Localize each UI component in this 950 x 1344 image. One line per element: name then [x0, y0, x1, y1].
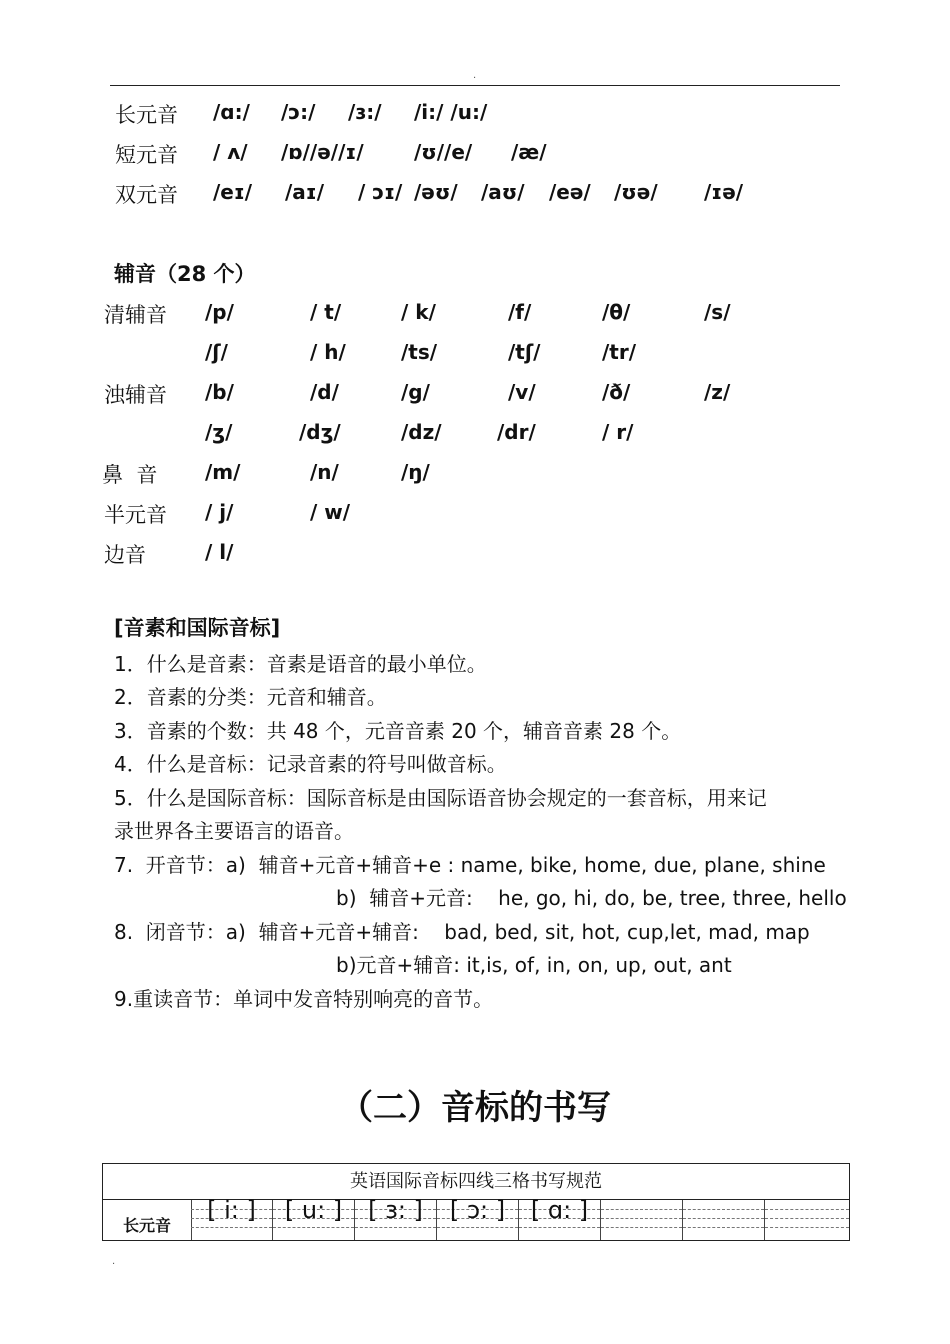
phonetic-symbol: / l/	[205, 540, 234, 564]
table-caption: 英语国际音标四线三格书写规范	[103, 1164, 849, 1200]
footer-dot: .	[112, 1256, 116, 1267]
phonetic-symbol: / t/	[310, 300, 342, 324]
phonetic-symbol: /tʃ/	[508, 340, 541, 364]
phonetic-symbol: /ð/	[602, 380, 631, 404]
paragraph-line: 8. 闭音节：a) 辅音+元音+辅音: bad, bed, sit, hot, cup,let, mad, map	[114, 920, 810, 944]
paragraph-line: 1．什么是音素：音素是语音的最小单位。	[114, 652, 487, 676]
paragraph-line: 4．什么是音标：记录音素的符号叫做音标。	[114, 752, 507, 776]
phonetic-symbol: /b/	[205, 380, 234, 404]
phonetic-symbol: /g/	[401, 380, 430, 404]
vowel-row-label: 长元音	[115, 103, 178, 127]
paragraph-line: b) 辅音+元音: he, go, hi, do, be, tree, three, hello	[336, 886, 847, 910]
vowel-row-label: 短元音	[115, 143, 178, 167]
writing-cell	[191, 1196, 273, 1240]
phonetic-symbol: /s/	[704, 300, 731, 324]
phonetic-symbol: /dʒ/	[299, 420, 341, 444]
phonetic-symbol: / k/	[401, 300, 436, 324]
vowel-row-label: 双元音	[115, 183, 178, 207]
phonetic-symbol: /ɔ:/	[281, 100, 316, 124]
phonetic-symbol: /ʊə/	[614, 180, 658, 204]
phonetic-symbol: /dr/	[497, 420, 536, 444]
phonetic-symbol: /n/	[310, 460, 339, 484]
phonetic-symbol: /əʊ/	[414, 180, 458, 204]
phonetic-symbol: / j/	[205, 500, 234, 524]
phonetic-symbol: /v/	[508, 380, 536, 404]
phonetic-symbol: /p/	[205, 300, 234, 324]
writing-cell	[683, 1200, 765, 1240]
consonant-row-label: 边音	[104, 543, 146, 567]
phonetic-symbol: / h/	[310, 340, 346, 364]
consonant-row-label: 鼻 音	[102, 463, 158, 487]
writing-table	[102, 1163, 850, 1241]
writing-cell	[437, 1196, 519, 1240]
phonetic-symbol: /aʊ/	[481, 180, 525, 204]
phonetic-symbol: /ɑ:/	[213, 100, 250, 124]
phonetic-symbol: /θ/	[602, 300, 631, 324]
paragraph-line: 录世界各主要语言的语音。	[114, 819, 354, 843]
phonetic-symbol: /ɒ//ə//ɪ/	[281, 140, 364, 164]
phonetic-symbol: / r/	[602, 420, 634, 444]
paragraph-line: 3．音素的个数：共 48 个，元音音素 20 个，辅音音素 28 个。	[114, 719, 682, 743]
paragraph-line: 5．什么是国际音标：国际音标是由国际语音协会规定的一套音标，用来记	[114, 786, 767, 810]
phonetic-symbol: /ts/	[401, 340, 438, 364]
phonetic-symbol: /dz/	[401, 420, 442, 444]
header-rule	[110, 85, 840, 86]
phonetic-symbol: /ʊ//e/	[414, 140, 473, 164]
row-label: 长元音	[103, 1200, 192, 1240]
phonetic-symbol: /ʃ/	[205, 340, 228, 364]
phonetic-symbol: /tr/	[602, 340, 637, 364]
phonetic-symbol: [ ɑ: ]	[530, 1196, 589, 1224]
phonetic-symbol: /d/	[310, 380, 339, 404]
phonetic-symbol: / ɔɪ/	[358, 180, 403, 204]
phonetic-symbol: /aɪ/	[285, 180, 325, 204]
phonetic-symbol: /ʒ/	[205, 420, 233, 444]
consonant-row-label: 半元音	[104, 503, 167, 527]
phonetic-symbol: /i:/ /u:/	[414, 100, 488, 124]
phonetic-symbol: [ ɜ: ]	[368, 1196, 423, 1224]
phonetic-symbol: /æ/	[511, 140, 547, 164]
writing-cell	[273, 1196, 355, 1240]
consonant-row-label: 浊辅音	[104, 383, 167, 407]
phonetic-symbol: /f/	[508, 300, 532, 324]
phonetic-symbol: /eə/	[549, 180, 591, 204]
phonetic-symbol: / ʌ/	[213, 140, 248, 164]
phonetic-symbol: [ i: ]	[207, 1196, 256, 1224]
phonetic-symbol: / w/	[310, 500, 351, 524]
paragraph-line: 2．音素的分类：元音和辅音。	[114, 685, 387, 709]
section-heading: [音素和国际音标]	[114, 616, 281, 640]
writing-cell	[601, 1200, 683, 1240]
header-dot: .	[473, 70, 477, 81]
phonetic-symbol: /m/	[205, 460, 241, 484]
writing-cell	[765, 1200, 849, 1240]
consonant-row-label: 清辅音	[104, 303, 167, 327]
paragraph-line: b)元音+辅音: it,is, of, in, on, up, out, ant	[336, 953, 732, 977]
paragraph-line: 9.重读音节：单词中发音特别响亮的音节。	[114, 987, 494, 1011]
phonetic-symbol: /ɪə/	[704, 180, 744, 204]
paragraph-line: 7. 开音节：a) 辅音+元音+辅音+e : name, bike, home, due, plane, shine	[114, 853, 826, 877]
phonetic-symbol: /ŋ/	[401, 460, 430, 484]
writing-cell	[355, 1196, 437, 1240]
phonetic-symbol: [ u: ]	[284, 1196, 343, 1224]
section-title: （二）音标的书写	[339, 1088, 611, 1128]
phonetic-symbol: [ ɔ: ]	[449, 1196, 506, 1224]
phonetic-symbol: /eɪ/	[213, 180, 253, 204]
phonetic-symbol: /ɜ:/	[348, 100, 382, 124]
phonetic-symbol: /z/	[704, 380, 731, 404]
writing-cell	[519, 1196, 601, 1240]
consonant-heading: 辅音（28 个）	[114, 262, 256, 286]
